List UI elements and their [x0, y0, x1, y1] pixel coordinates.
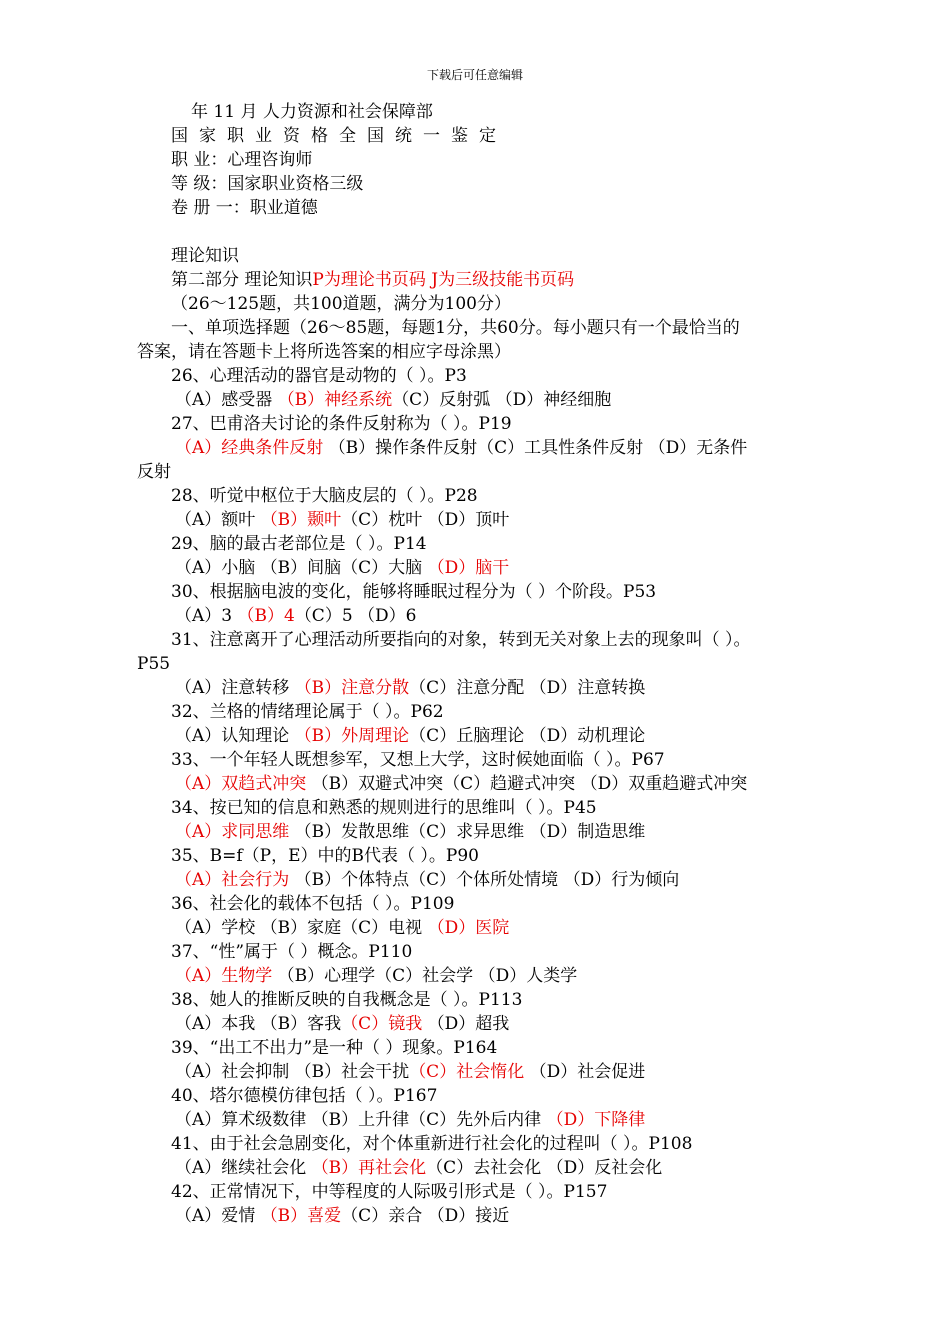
option-text: （B）发散思维（C）求异思维 （D）制造思维 — [289, 822, 646, 842]
option-text: （A）爱情 — [175, 1206, 261, 1226]
question-27-options — [137, 436, 827, 460]
question-39-options — [137, 1060, 827, 1084]
question-36-stem: 36、社会化的载体不包括（ ）。P109 — [171, 894, 455, 914]
part-heading — [137, 268, 827, 292]
question-26-stem: 26、心理活动的器官是动物的（ ）。P3 — [171, 366, 467, 386]
question-36-options — [137, 916, 827, 940]
download-note: 下载后可任意编辑 — [426, 68, 523, 82]
correct-answer: （B）喜爱 — [260, 1206, 342, 1226]
question-40-stem: 40、塔尔德模仿律包括（ ）。P167 — [171, 1086, 438, 1106]
question-35-options — [137, 868, 827, 892]
question-26-options — [137, 388, 827, 412]
question-41-options — [137, 1156, 827, 1180]
question-33-stem: 33、一个年轻人既想参军，又想上大学，这时候她面临（ ）。P67 — [171, 750, 665, 770]
correct-answer: （A）社会行为 — [175, 870, 290, 890]
option-text: （B）心理学（C）社会学 （D）人类学 — [272, 966, 578, 986]
option-text: （A）小脑 （B）间脑（C）大脑 — [175, 558, 428, 578]
option-text: （A）认知理论 — [175, 726, 295, 746]
correct-answer: （B）外周理论 — [294, 726, 410, 746]
question-39-stem: 39、“出工不出力”是一种（ ）现象。P164 — [171, 1038, 498, 1058]
option-text: （A）注意转移 — [175, 678, 295, 698]
option-text: （B）操作条件反射（C）工具性条件反射 （D）无条件 — [328, 438, 748, 458]
option-text: （A）学校 （B）家庭（C）电视 — [175, 918, 428, 938]
option-text: （A）3 — [175, 606, 238, 626]
question-37-options — [137, 964, 827, 988]
correct-answer: （A）生物学 — [175, 966, 273, 986]
question-27-stem: 27、巴甫洛夫讨论的条件反射称为（ ）。P19 — [171, 414, 512, 434]
correct-answer: （B）4 — [237, 606, 295, 626]
question-29-stem: 29、脑的最古老部位是（ ）。P14 — [171, 534, 427, 554]
question-range: （26～125题，共100道题，满分为100分） — [171, 294, 511, 314]
option-text: （C）枕叶 （D）顶叶 — [341, 510, 510, 530]
question-28-stem: 28、听觉中枢位于大脑皮层的（ ）。P28 — [171, 486, 478, 506]
option-text: （A）算术级数律 （B）上升律（C）先外后内律 — [175, 1110, 547, 1130]
option-text: （C）去社会化 （D）反社会化 — [426, 1158, 663, 1178]
correct-answer: （C）社会惰化 — [409, 1062, 525, 1082]
question-32-stem: 32、兰格的情绪理论属于（ ）。P62 — [171, 702, 444, 722]
correct-answer: （D）医院 — [427, 918, 510, 938]
question-34-stem: 34、按已知的信息和熟悉的规则进行的思维叫（ ）。P45 — [171, 798, 597, 818]
option-text: （C）丘脑理论 （D）动机理论 — [409, 726, 646, 746]
correct-answer: （D）脑干 — [427, 558, 510, 578]
exam-document — [137, 100, 827, 1228]
volume-line: 卷 册 一：职业道德 — [171, 198, 318, 218]
question-40-options — [137, 1108, 827, 1132]
level-line: 等 级：国家职业资格三级 — [171, 174, 364, 194]
option-text: （D）社会促进 — [524, 1062, 646, 1082]
question-30-stem: 30、根据脑电波的变化，能够将睡眠过程分为（ ）个阶段。P53 — [171, 582, 657, 602]
question-30-options — [137, 604, 827, 628]
correct-answer: （B）注意分散 — [294, 678, 410, 698]
correct-answer: （A）求同思维 — [175, 822, 290, 842]
option-text: （B）个体特点（C）个体所处情境 （D）行为倾向 — [289, 870, 680, 890]
occupation-line: 职 业：心理咨询师 — [171, 150, 313, 170]
question-33-options — [137, 772, 827, 796]
title-line-2: 国家职业资格全国统一鉴定 — [171, 126, 507, 146]
question-29-options — [137, 556, 827, 580]
option-text: （C）5 （D）6 — [294, 606, 417, 626]
question-42-options — [137, 1204, 827, 1228]
correct-answer: （B）颞叶 — [260, 510, 342, 530]
question-38-stem: 38、她人的推断反映的自我概念是（ ）。P113 — [171, 990, 523, 1010]
option-text: （A）感受器 — [175, 390, 278, 410]
question-27-options-wrap: 反射 — [137, 462, 171, 482]
question-38-options — [137, 1012, 827, 1036]
question-34-options — [137, 820, 827, 844]
instruction-line-1: 一、单项选择题（26～85题，每题1分，共60分。每小题只有一个最恰当的 — [171, 318, 740, 338]
question-32-options — [137, 724, 827, 748]
option-text: （B）双避式冲突（C）趋避式冲突 （D）双重趋避式冲突 — [306, 774, 748, 794]
title-line-1: 年 11 月 人力资源和社会保障部 — [191, 102, 433, 122]
instruction-line-2: 答案，请在答题卡上将所选答案的相应字母涂黑） — [137, 342, 511, 362]
section-heading: 理论知识 — [171, 246, 239, 266]
correct-answer: （A）经典条件反射 — [175, 438, 324, 458]
question-37-stem: 37、“性”属于（ ）概念。P110 — [171, 942, 413, 962]
question-31-options — [137, 676, 827, 700]
question-31-stem: 31、注意离开了心理活动所要指向的对象，转到无关对象上去的现象叫（ ）。 — [171, 630, 751, 650]
option-text: （C）亲合 （D）接近 — [341, 1206, 510, 1226]
option-text: （A）继续社会化 — [175, 1158, 312, 1178]
option-text: （A）额叶 — [175, 510, 261, 530]
correct-answer: （B）再社会化 — [311, 1158, 427, 1178]
correct-answer: （B）神经系统 — [277, 390, 393, 410]
question-28-options — [137, 508, 827, 532]
correct-answer: （A）双趋式冲突 — [175, 774, 307, 794]
part-label: 第二部分 理论知识 — [171, 270, 313, 290]
correct-answer: （D）下降律 — [546, 1110, 646, 1130]
correct-answer: （C）镜我 — [341, 1014, 423, 1034]
option-text: （C）注意分配 （D）注意转换 — [409, 678, 646, 698]
option-text: （A）社会抑制 （B）社会干扰 — [175, 1062, 410, 1082]
question-31-stem-wrap: P55 — [137, 654, 171, 674]
page-code-note: P为理论书页码 J为三级技能书页码 — [312, 270, 575, 290]
option-text: （A）本我 （B）客我 — [175, 1014, 342, 1034]
option-text: （D）超我 — [422, 1014, 510, 1034]
question-41-stem: 41、由于社会急剧变化，对个体重新进行社会化的过程叫（ ）。P108 — [171, 1134, 693, 1154]
question-42-stem: 42、正常情况下，中等程度的人际吸引形式是（ ）。P157 — [171, 1182, 608, 1202]
question-35-stem: 35、B=f（P，E）中的B代表（ ）。P90 — [171, 846, 479, 866]
option-text: （C）反射弧 （D）神经细胞 — [392, 390, 612, 410]
